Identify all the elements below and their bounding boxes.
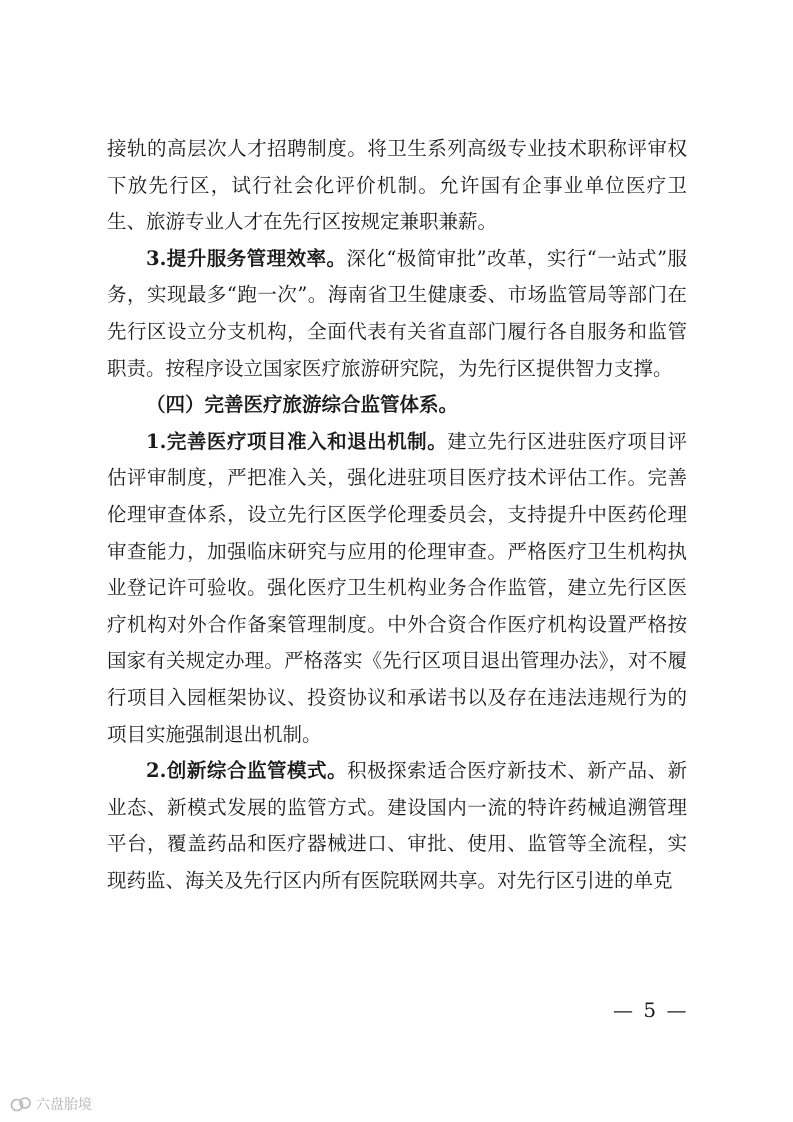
watermark	[10, 1094, 92, 1114]
paragraph-text: 建立先行区进驻医疗项目评估评审制度，严把准入关，强化进驻项目医疗技术评估工作。完善伦理审查体系，设立先行区医学伦理委员会，支持提升中医药伦理审查能力，加强临床研究与应用的伦理审查。严格医疗卫生机构执业登记许可验收。强化医疗卫生机构业务合作监管，建立先行区医疗机构对外合作备案管理制度。中外合资合作医疗机构设置严格按国家有关规定办理。严格落实《先行区项目退出管理办法》，对不履行项目入园框架协议、投资协议和承诺书以及存在违法违规行为的项目实施强制退出机制。	[107, 429, 687, 746]
paragraph-text: 积极探索适合医疗新技术、新产品、新业态、新模式发展的监管方式。建设国内一流的特许药械追溯管理平台，覆盖药品和医疗器械进口、审批、使用、监管等全流程，实现药监、海关及先行区内所有医院联网共享。对先行区引进的单克	[107, 759, 687, 892]
section-heading-supervision	[107, 387, 687, 424]
paragraph-text: 深化“极简审批”改革，实行“一站式”服务，实现最多“跑一次”。海南省卫生健康委、市场监管局等部门在先行区设立分支机构，全面代表有关省直部门履行各自服务和监管职责。按程序设立国家医疗旅游研究院，为先行区提供智力支撑。	[107, 246, 687, 380]
paragraph-text: 接轨的高层次人才招聘制度。将卫生系列高级专业技术职称评审权下放先行区，试行社会化评价机制。允许国有企事业单位医疗卫生、旅游专业人才在先行区按规定兼职兼薪。	[107, 137, 687, 234]
document-body	[107, 131, 687, 899]
paragraph-supervision-model	[107, 753, 687, 899]
paragraph-lead: 1.完善医疗项目准入和退出机制。	[146, 429, 448, 453]
page-number: — 5 —	[613, 998, 689, 1022]
watermark-text: 六盘胎境	[36, 1097, 92, 1113]
section-heading-text: （四）完善医疗旅游综合监管体系。	[146, 393, 459, 417]
paragraph-entry-exit-mechanism	[107, 424, 687, 753]
watermark-logo-icon	[10, 1096, 32, 1112]
paragraph-talent-recruitment	[107, 131, 687, 241]
paragraph-lead: 3.提升服务管理效率。	[146, 246, 347, 270]
paragraph-lead: 2.创新综合监管模式。	[146, 759, 348, 783]
paragraph-service-efficiency	[107, 241, 687, 387]
